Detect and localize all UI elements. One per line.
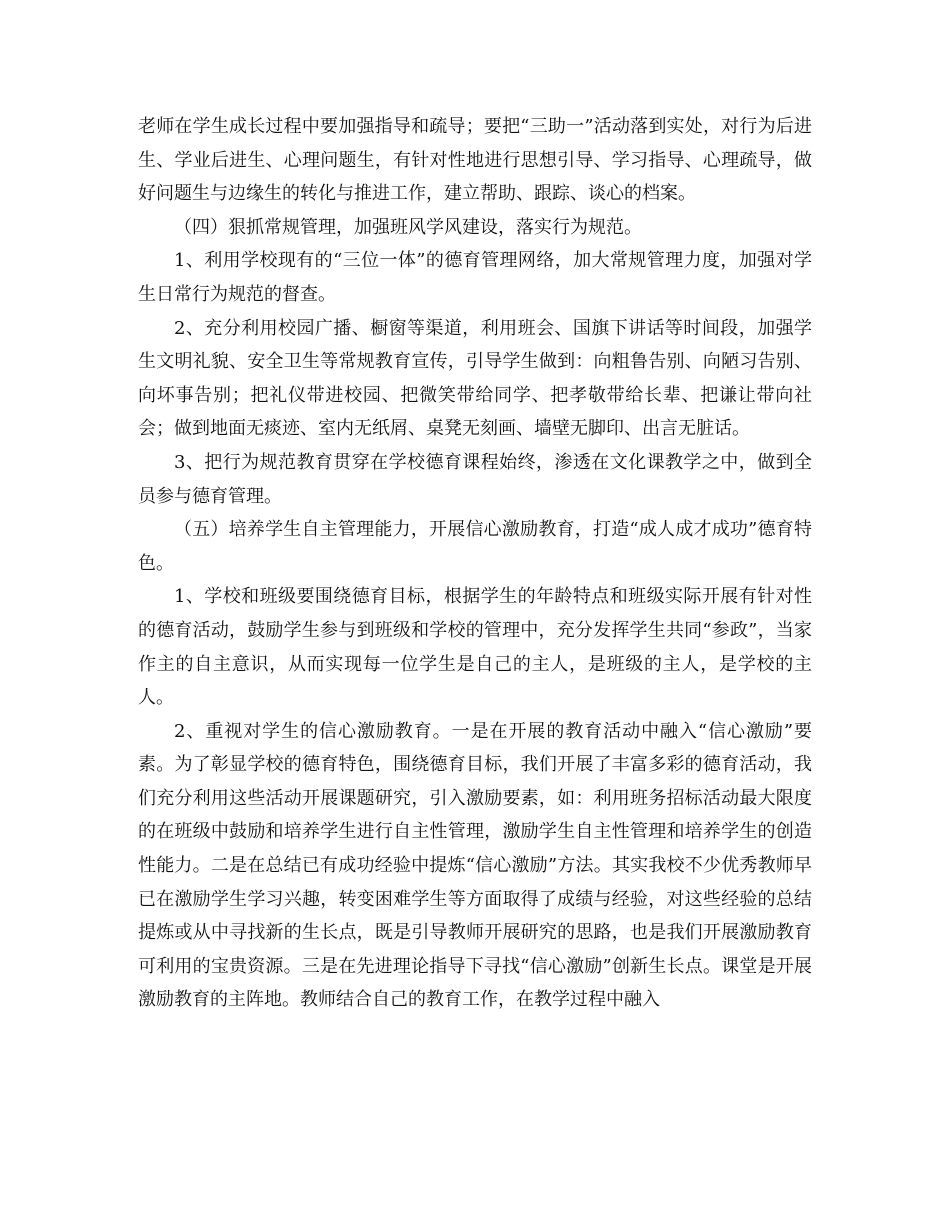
section-heading-4: （四）狠抓常规管理，加强班风学风建设，落实行为规范。 (174, 216, 642, 238)
paragraph-4-3: 3、把行为规范教育贯穿在学校德育课程始终，渗透在文化课教学之中，做到全员参与德育管理。 (138, 451, 812, 507)
document-page (138, 110, 812, 1017)
paragraph-1: 老师在学生成长过程中要加强指导和疏导；要把“三助一”活动落到实处，对行为后进生、学业后进生、心理问题生，有针对性地进行思想引导、学习指导、心理疏导，做好问题生与边缘生的转化与推进工作，建立帮助、跟踪、谈心的档案。 (138, 116, 812, 205)
section-heading-5: （五）培养学生自主管理能力，开展信心激励教育，打造“成人成才成功”德育特色。 (138, 519, 812, 574)
paragraph-5-2: 2、重视对学生的信心激励教育。一是在开展的教育活动中融入“信心激励”要素。为了彰显学校的德育特色，围绕德育目标，我们开展了丰富多彩的德育活动，我们充分利用这些活动开展课题研究，引入激励要素，如：利用班务招标活动最大限度的在班级中鼓励和培养学生进行自主性管理，激励学生自主性管理和培养学生的创造性能力。二是在总结已有成功经验中提炼“信心激励”方法。其实我校不少优秀教师早已在激励学生学习兴趣，转变困难学生等方面取得了成绩与经验，对这些经验的总结提炼或从中寻找新的生长点，既是引导教师开展研究的思路，也是我们开展激励教育可利用的宝贵资源。三是在先进理论指导下寻找“信心激励”创新生长点。课堂是开展激励教育的主阵地。教师结合自己的教育工作，在教学过程中融入 (138, 720, 812, 1011)
paragraph-5-1: 1、学校和班级要围绕德育目标，根据学生的年龄特点和班级实际开展有针对性的德育活动，鼓励学生参与到班级和学校的管理中，充分发挥学生共同“参政”，当家作主的自主意识，从而实现每一位学生是自己的主人，是班级的主人，是学校的主人。 (138, 586, 812, 709)
paragraph-4-1: 1、利用学校现有的“三位一体”的德育管理网络，加大常规管理力度，加强对学生日常行为规范的督查。 (138, 250, 812, 305)
paragraph-4-2: 2、充分利用校园广播、橱窗等渠道，利用班会、国旗下讲话等时间段，加强学生文明礼貌、安全卫生等常规教育宣传，引导学生做到：向粗鲁告别、向陋习告别、向坏事告别；把礼仪带进校园、把微笑带给同学、把孝敬带给长辈、把谦让带向社会；做到地面无痰迹、室内无纸屑、桌凳无刻画、墙壁无脚印、出言无脏话。 (138, 317, 812, 440)
